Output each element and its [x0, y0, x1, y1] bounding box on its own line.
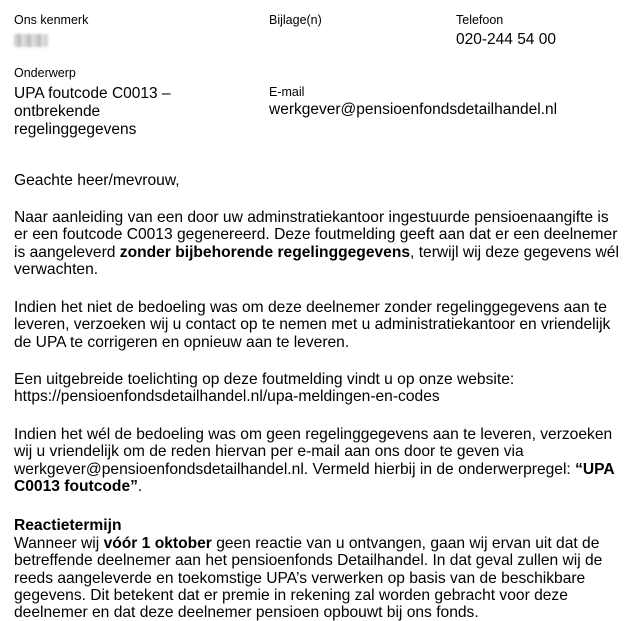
onderwerp-line: UPA foutcode C0013 – — [14, 85, 171, 102]
paragraph-correction: Indien het niet de bedoeling was om deze deelnemer zonder regelinggegevens aan te leveren, verzoeken wij u contact op te nemen met u administratiekantoor en vriendelijk de UPA te corrigeren en opnieuw aan te leveren. — [14, 299, 611, 351]
bold-text: “UPA C0013 foutcode” — [14, 460, 615, 495]
email-label: E-mail — [269, 85, 305, 99]
kenmerk-label: Ons kenmerk — [14, 13, 89, 27]
text-span: Naar aanleiding van een door uw adminstratiekantoor ingestuurde pensioenaangifte is er een foutcode C0013 gegenereerd. Deze foutmelding geeft aan dat er een deelnemer is aangeleverd — [14, 209, 618, 261]
email-value: werkgever@pensioenfondsdetailhandel.nl — [269, 101, 558, 118]
reactietermijn-heading: Reactietermijn — [14, 517, 122, 534]
text-span: Indien het wél de bedoeling was om geen regelinggegevens aan te leveren, verzoeken wij u vriendelijk om de reden hiervan per e-mail aan ons door te geven via werkgever@pensioenfondsdetailhandel.nl. Vermeld hierbij in de onderwerpregel: — [14, 426, 613, 478]
text-span: Een uitgebreide toelichting op deze foutmelding vindt u op onze website: — [14, 371, 515, 388]
bold-text: vóór 1 oktober — [103, 535, 212, 552]
telefoon-value: 020-244 54 00 — [456, 31, 556, 48]
onderwerp-label: Onderwerp — [14, 66, 76, 80]
text-span: Wanneer wij — [14, 535, 104, 552]
onderwerp-line: ontbrekende — [14, 103, 101, 120]
telefoon-label: Telefoon — [456, 13, 504, 27]
bijlage-label: Bijlage(n) — [269, 13, 322, 27]
text-span: , terwijl wij deze gegevens wél verwachten. — [14, 243, 619, 278]
bold-text: zonder bijbehorende regelinggegevens — [119, 243, 411, 261]
text-span: . — [137, 477, 143, 495]
paragraph-intro — [14, 209, 626, 278]
salutation: Geachte heer/mevrouw, — [14, 172, 180, 189]
onderwerp-value — [14, 85, 171, 139]
website-link[interactable]: https://pensioenfondsdetailhandel.nl/upa-meldingen-en-codes — [14, 388, 440, 406]
redacted-reference — [14, 34, 48, 47]
text-span: geen reactie van u ontvangen, gaan wij ervan uit dat de betreffende deelnemer aan het pensioenfonds Detailhandel. In dat geval zullen wij de reeds aangeleverde en toekomstige UPA’s verwerken op basis van de beschikbare gegevens. Dit betekent dat er premie in rekening zal worden gebracht voor deze deelnemer en dat deze deelnemer pensioen opbouwt bij ons fonds. — [14, 535, 603, 621]
onderwerp-line: regelinggegevens — [14, 121, 137, 138]
paragraph-deadline — [14, 535, 626, 621]
paragraph-website — [14, 371, 626, 406]
paragraph-email — [14, 426, 626, 495]
